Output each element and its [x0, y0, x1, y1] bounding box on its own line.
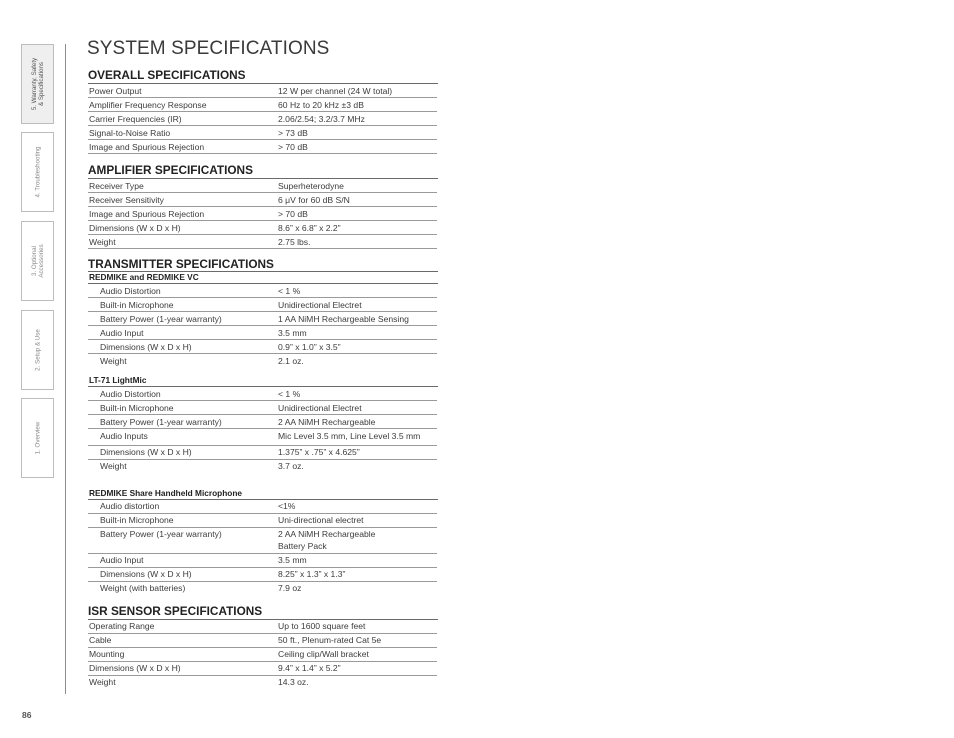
table-row [88, 179, 437, 193]
spec-value: < 1 % [277, 284, 437, 298]
spec-label: Built-in Microphone [88, 401, 277, 415]
spec-value: Uni-directional electret [277, 513, 437, 527]
subheading-redmike-share: REDMIKE Share Handheld Microphone [88, 488, 438, 500]
spec-label: Dimensions (W x D x H) [88, 221, 277, 235]
table-row [88, 112, 437, 126]
spec-value: Mic Level 3.5 mm, Line Level 3.5 mm [277, 429, 437, 446]
spec-value: 2 AA NiMH Rechargeable [277, 415, 437, 429]
redmike-share-spec-table [88, 500, 437, 595]
table-row [88, 675, 437, 689]
table-row [88, 221, 437, 235]
table-row [88, 567, 437, 581]
spec-label: Weight [89, 677, 116, 687]
table-row [88, 633, 437, 647]
subheading-lt71: LT-71 LightMic [88, 375, 438, 387]
spec-label: Battery Power (1-year warranty) [88, 527, 277, 553]
sidebar-tab-warranty-safety-specs[interactable] [21, 44, 54, 124]
spec-label: Battery Power (1-year warranty) [88, 312, 277, 326]
spec-label: Weight (with batteries) [100, 583, 186, 593]
spec-value: 12 W per channel (24 W total) [277, 84, 437, 98]
spec-label: Audio Inputs [88, 429, 277, 446]
spec-value: 60 Hz to 20 kHz ±3 dB [277, 98, 437, 112]
spec-value: 2.75 lbs. [277, 235, 437, 249]
spec-value: Up to 1600 square feet [277, 620, 437, 634]
table-row [88, 401, 437, 415]
spec-label: Dimensions (W x D x H) [88, 661, 277, 675]
table-row [88, 415, 437, 429]
page-title: SYSTEM SPECIFICATIONS [87, 38, 330, 59]
section-heading-overall: OVERALL SPECIFICATIONS [88, 68, 438, 84]
table-row [88, 98, 437, 112]
spec-label: Image and Spurious Rejection [88, 207, 277, 221]
sidebar-tab-troubleshooting[interactable] [21, 132, 54, 212]
sidebar-tab-setup-use[interactable] [21, 310, 54, 390]
table-row [88, 513, 437, 527]
spec-content [88, 68, 438, 689]
spec-label: Dimensions (W x D x H) [88, 445, 277, 459]
table-row [88, 126, 437, 140]
table-row [88, 429, 437, 446]
table-row [88, 661, 437, 675]
table-row [88, 235, 437, 249]
table-row [88, 445, 437, 459]
sidebar-tab-label: 2. Setup & Use [34, 329, 41, 371]
spec-value: 2.06/2.54; 3.2/3.7 MHz [277, 112, 437, 126]
redmike-spec-table [88, 284, 437, 367]
amplifier-spec-table [88, 179, 437, 249]
table-row [88, 340, 437, 354]
spec-label: Signal-to-Noise Ratio [88, 126, 277, 140]
spec-label: Built-in Microphone [88, 298, 277, 312]
spec-label: Carrier Frequencies (IR) [88, 112, 277, 126]
spec-value: 50 ft., Plenum-rated Cat 5e [277, 633, 437, 647]
table-row [88, 326, 437, 340]
lt71-spec-table [88, 387, 437, 473]
spec-label: Image and Spurious Rejection [88, 140, 277, 154]
table-row [88, 193, 437, 207]
sidebar-tab-optional-accessories[interactable] [21, 221, 54, 301]
spec-value: Unidirectional Electret [277, 401, 437, 415]
spec-value: Unidirectional Electret [277, 298, 437, 312]
table-row [88, 527, 437, 553]
spec-label: Built-in Microphone [88, 513, 277, 527]
overall-spec-table [88, 84, 437, 154]
section-heading-transmitter: TRANSMITTER SPECIFICATIONS [88, 257, 274, 271]
spec-value: 1.375” x .75” x 4.625” [277, 445, 437, 459]
spec-value: 14.3 oz. [278, 677, 309, 687]
spec-label: Battery Power (1-year warranty) [88, 415, 277, 429]
spec-value: 2.1 oz. [278, 355, 304, 366]
spec-value: > 73 dB [277, 126, 437, 140]
table-row [88, 312, 437, 326]
spec-label: Receiver Type [88, 179, 277, 193]
spec-value: 0.9” x 1.0” x 3.5” [277, 340, 437, 354]
table-row [88, 284, 437, 298]
spec-label: Operating Range [88, 620, 277, 634]
spec-label: Amplifier Frequency Response [88, 98, 277, 112]
page-number: 86 [22, 710, 32, 720]
spec-label: Receiver Sensitivity [88, 193, 277, 207]
isr-spec-table [88, 620, 437, 689]
spec-value: 8.25” x 1.3” x 1.3” [277, 567, 437, 581]
spec-label: Weight [100, 461, 127, 471]
table-row [88, 500, 437, 514]
spec-value: > 70 dB [277, 140, 437, 154]
spec-value: < 1 % [277, 387, 437, 401]
spec-value: 3.7 oz. [278, 461, 304, 471]
spec-value: <1% [277, 500, 437, 514]
spec-value: 9.4” x 1.4” x 5.2” [277, 661, 437, 675]
table-row [88, 620, 437, 634]
table-row [88, 459, 437, 473]
spec-label: Audio distortion [88, 500, 277, 514]
spec-value: > 70 dB [277, 207, 437, 221]
table-row [88, 298, 437, 312]
spec-label: Audio Input [88, 326, 277, 340]
spec-label: Audio Distortion [88, 284, 277, 298]
spec-value: 7.9 oz [278, 583, 302, 593]
spec-value: Superheterodyne [277, 179, 437, 193]
table-row [88, 387, 437, 401]
spec-label: Weight [100, 355, 127, 366]
spec-label: Mounting [88, 647, 277, 661]
spec-label: Weight [88, 235, 277, 249]
spec-label: Audio Input [88, 553, 277, 567]
sidebar-tab-label: 4. Troubleshooting [34, 146, 41, 198]
table-row [88, 553, 437, 567]
spec-value: 8.6” x 6.8” x 2.2” [277, 221, 437, 235]
spec-label: Cable [88, 633, 277, 647]
spec-value: 1 AA NiMH Rechargeable Sensing [277, 312, 437, 326]
spec-label: Audio Distortion [88, 387, 277, 401]
table-row [88, 84, 437, 98]
table-row [88, 354, 437, 368]
sidebar-tab-label: 5. Warranty, Safety & Specifications [30, 57, 45, 111]
sidebar-tab-label: 3. Optional Accessories [30, 244, 45, 278]
spec-value: 2 AA NiMH Rechargeable Battery Pack [277, 527, 437, 553]
table-row [88, 647, 437, 661]
vertical-divider [65, 44, 66, 694]
table-row [88, 581, 437, 595]
section-heading-isr: ISR SENSOR SPECIFICATIONS [88, 604, 438, 620]
spec-value: 3.5 mm [277, 553, 437, 567]
spec-label: Dimensions (W x D x H) [88, 567, 277, 581]
table-row [88, 207, 437, 221]
spec-value: 6 μV for 60 dB S/N [277, 193, 437, 207]
spec-value: Ceiling clip/Wall bracket [277, 647, 437, 661]
section-heading-amplifier: AMPLIFIER SPECIFICATIONS [88, 163, 438, 179]
sidebar-tab-overview[interactable] [21, 398, 54, 478]
sidebar-tab-label: 1. Overview [34, 421, 41, 455]
subheading-redmike: REDMIKE and REDMIKE VC [88, 271, 438, 284]
spec-label: Dimensions (W x D x H) [88, 340, 277, 354]
table-row [88, 140, 437, 154]
spec-label: Power Output [88, 84, 277, 98]
spec-value: 3.5 mm [277, 326, 437, 340]
